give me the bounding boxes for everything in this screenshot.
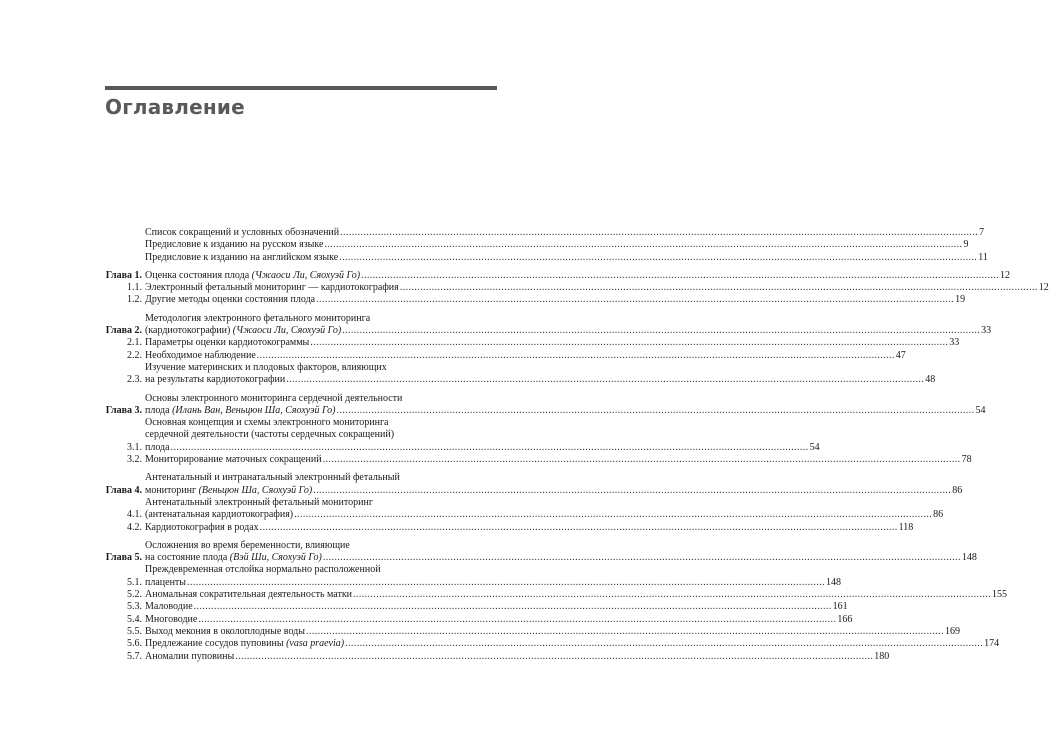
toc-entry-title: Аномалии пуповины (145, 650, 235, 662)
toc-entry-number: 3.2. (127, 454, 142, 466)
toc-entry-page: 33 (981, 325, 992, 337)
toc-entry-authors: (Чжаоси Ли, Сяохуэй Го) (232, 325, 342, 337)
toc-entry-number: 5.2. (127, 589, 142, 601)
toc-entry-last-line (145, 269, 1011, 282)
toc-entry-title: (антенатальная кардиотокография) (145, 509, 294, 521)
toc-section-entry (105, 417, 820, 454)
toc-entry-title: Предисловие к изданию на русском языке (145, 239, 324, 251)
toc-entry-number: 2.2. (127, 349, 142, 361)
toc-entry-authors: (Чжаоси Ли, Сяохуэй Го) (251, 269, 361, 281)
toc-entry-page: 47 (895, 349, 906, 361)
header-rule (105, 86, 497, 90)
toc-entry-body (145, 496, 944, 522)
toc-entry-title: мониторинг (145, 484, 197, 496)
toc-entry-line: Методология электронного фетального мониторинга (145, 312, 371, 324)
toc-entry-title: Мониторирование маточных сокращений (145, 454, 322, 466)
toc-entry-last-line (145, 601, 848, 613)
toc-section-entry (105, 454, 972, 466)
toc-entry-number: 3.1. (127, 441, 142, 453)
toc-entry-number: Глава 4. (105, 484, 142, 496)
toc-entry-number: 5.1. (127, 576, 142, 588)
toc-entry-line: Основная концепция и схемы электронного мониторинга (145, 417, 389, 429)
dot-leader: ............................................................................................................................................................................................................................ (235, 650, 874, 662)
toc-entry-page: 86 (933, 509, 944, 521)
dot-leader: ............................................................................................................................................................................................................................ (170, 441, 809, 453)
toc-entry-last-line (145, 552, 977, 564)
dot-leader: ............................................................................................................................................................................................................................ (353, 589, 992, 601)
toc-entry-body (145, 601, 848, 613)
dot-leader: ............................................................................................................................................................................................................................ (198, 613, 837, 625)
toc-entry-authors: (vasa praevia) (286, 638, 345, 650)
toc-entry-last-line (145, 404, 986, 417)
toc-entry-title: Электронный фетальный мониторинг — кардиотокография (145, 282, 399, 294)
toc-entry-title: плода (145, 404, 170, 416)
dot-leader: ............................................................................................................................................................................................................................ (361, 269, 1000, 281)
toc-entry-title: Предисловие к изданию на английском языке (145, 251, 339, 263)
toc-entry-title: Оценка состояния плода (145, 269, 250, 281)
toc-entry-body (145, 312, 992, 338)
toc-entry-number: Глава 2. (105, 325, 142, 337)
toc-section-entry (105, 625, 960, 638)
table-of-contents (105, 227, 1049, 663)
toc-entry-body (145, 269, 1011, 282)
toc-chapter-entry (105, 269, 1011, 282)
toc-entry-number: 5.7. (127, 650, 142, 662)
toc-section-entry (105, 337, 960, 349)
toc-entry-number: 4.2. (127, 521, 142, 533)
dot-leader: ............................................................................................................................................................................................................................ (322, 552, 961, 564)
toc-entry-body (145, 251, 988, 264)
toc-entry-body (145, 564, 842, 589)
toc-entry-last-line (145, 374, 936, 386)
toc-entry-authors: (Веньцюн Ша, Сяохуэй Го) (198, 484, 313, 496)
toc-entry-page: 169 (944, 625, 960, 637)
toc-entry-last-line (145, 589, 1008, 601)
toc-entry-number: 5.5. (127, 625, 142, 637)
toc-entry-page: 19 (955, 294, 966, 306)
toc-entry-number: 2.1. (127, 337, 142, 349)
toc-section-entry (105, 589, 1008, 601)
toc-entry-number: 5.4. (127, 613, 142, 625)
dot-leader: ............................................................................................................................................................................................................................ (322, 454, 961, 466)
toc-entry-number: 1.1. (127, 282, 142, 294)
toc-section-entry (105, 638, 1000, 650)
toc-section-entry (105, 521, 914, 534)
toc-entry-page: 174 (984, 638, 1000, 650)
toc-section-entry (105, 361, 936, 387)
dot-leader: ............................................................................................................................................................................................................................ (345, 638, 984, 650)
toc-entry-body (145, 539, 977, 565)
toc-section-entry (105, 294, 966, 306)
toc-entry-page: 166 (837, 613, 853, 625)
toc-entry-line: Изучение материнских и плодовых факторов, влияющих (145, 361, 387, 373)
toc-entry-page: 180 (874, 650, 890, 662)
dot-leader: ............................................................................................................................................................................................................................ (342, 325, 981, 337)
toc-entry-body (145, 454, 972, 466)
toc-entry-last-line (145, 638, 1000, 650)
toc-entry-last-line (145, 337, 960, 349)
toc-entry-last-line (145, 227, 985, 239)
toc-entry-last-line (145, 349, 906, 362)
dot-leader: ............................................................................................................................................................................................................................ (399, 282, 1038, 294)
toc-entry-last-line (145, 325, 992, 337)
dot-leader: ............................................................................................................................................................................................................................ (313, 484, 952, 496)
dot-leader: ............................................................................................................................................................................................................................ (340, 227, 979, 238)
toc-entry-body (145, 625, 960, 638)
toc-entry-last-line (145, 484, 963, 497)
toc-entry-body (145, 282, 1049, 294)
toc-entry-title: плода (145, 441, 170, 453)
toc-entry-page: 48 (925, 374, 936, 386)
toc-entry-last-line (145, 251, 988, 264)
toc-entry-line: Осложнения во время беременности, влияющие (145, 539, 350, 551)
toc-entry-body (145, 349, 906, 362)
toc-entry-last-line (145, 576, 842, 589)
dot-leader: ............................................................................................................................................................................................................................ (187, 576, 826, 588)
toc-entry-page: 78 (961, 454, 972, 466)
toc-entry-number: 5.3. (127, 601, 142, 613)
toc-entry-body (145, 239, 969, 251)
toc-entry-line: сердечной деятельности (частоты сердечных сокращений) (145, 429, 395, 441)
toc-front-entry (105, 251, 988, 264)
toc-section-entry (105, 564, 842, 589)
toc-entry-title: Многоводие (145, 613, 198, 625)
toc-entry-page: 12 (1000, 269, 1011, 281)
toc-section-entry (105, 496, 944, 522)
toc-entry-last-line (145, 650, 890, 663)
toc-entry-page: 54 (809, 441, 820, 453)
toc-entry-title: плаценты (145, 576, 187, 588)
toc-front-entry (105, 227, 985, 239)
toc-entry-body (145, 589, 1008, 601)
toc-entry-body (145, 417, 820, 454)
toc-entry-body (145, 337, 960, 349)
toc-entry-last-line (145, 294, 966, 306)
toc-section-entry (105, 650, 890, 663)
toc-entry-page: 148 (961, 552, 977, 564)
page-title: Оглавление (105, 95, 245, 119)
toc-entry-number: Глава 5. (105, 552, 142, 564)
toc-entry-last-line (145, 441, 820, 454)
toc-entry-last-line (145, 239, 969, 251)
toc-chapter-entry (105, 472, 963, 497)
toc-entry-page: 86 (952, 484, 963, 496)
dot-leader: ............................................................................................................................................................................................................................ (305, 625, 944, 637)
toc-entry-title: Аномальная сократительная деятельность матки (145, 589, 353, 601)
toc-entry-page: 9 (963, 239, 969, 251)
toc-entry-page: 7 (979, 227, 985, 238)
toc-chapter-entry (105, 539, 977, 565)
toc-entry-number: Глава 3. (105, 404, 142, 416)
toc-front-entry (105, 239, 969, 251)
toc-entry-title: Предлежание сосудов пуповины (145, 638, 284, 650)
toc-entry-line: Антенатальный и интранатальный электронный фетальный (145, 472, 400, 484)
toc-entry-body (145, 361, 936, 387)
toc-entry-body (145, 472, 963, 497)
toc-entry-authors: (Вэй Ши, Сяохуэй Го) (229, 552, 322, 564)
toc-entry-last-line (145, 625, 960, 638)
dot-leader: ............................................................................................................................................................................................................................ (286, 374, 925, 386)
toc-entry-page: 118 (898, 521, 914, 533)
toc-entry-page: 148 (826, 576, 842, 588)
toc-section-entry (105, 613, 853, 626)
toc-entry-title: Выход мекония в околоплодные воды (145, 625, 305, 637)
toc-entry-number: 4.1. (127, 509, 142, 521)
toc-entry-number: Глава 1. (105, 269, 142, 281)
dot-leader: ............................................................................................................................................................................................................................ (324, 239, 963, 251)
toc-section-entry (105, 282, 1049, 294)
toc-entry-title: Необходимое наблюдение (145, 349, 256, 361)
toc-entry-last-line (145, 613, 853, 626)
toc-entry-title: Другие методы оценки состояния плода (145, 294, 316, 306)
dot-leader: ............................................................................................................................................................................................................................ (193, 601, 832, 613)
toc-entry-body (145, 521, 914, 534)
dot-leader: ............................................................................................................................................................................................................................ (310, 337, 949, 349)
toc-entry-last-line (145, 282, 1049, 294)
toc-entry-body (145, 227, 985, 239)
toc-entry-body (145, 294, 966, 306)
toc-entry-number: 2.3. (127, 374, 142, 386)
dot-leader: ............................................................................................................................................................................................................................ (294, 509, 933, 521)
dot-leader: ............................................................................................................................................................................................................................ (339, 251, 978, 263)
toc-chapter-entry (105, 392, 986, 418)
toc-entry-last-line (145, 454, 972, 466)
dot-leader: ............................................................................................................................................................................................................................ (256, 349, 895, 361)
toc-entry-line: Основы электронного мониторинга сердечной деятельности (145, 392, 403, 404)
toc-section-entry (105, 349, 906, 362)
toc-entry-authors: (Илань Ван, Веньцюн Ша, Сяохуэй Го) (172, 404, 336, 416)
toc-entry-body (145, 650, 890, 663)
toc-entry-page: 11 (978, 251, 988, 263)
toc-entry-body (145, 613, 853, 626)
toc-entry-title: на результаты кардиотокографии (145, 374, 286, 386)
toc-entry-number: 5.6. (127, 638, 142, 650)
toc-entry-body (145, 392, 986, 418)
toc-entry-body (145, 638, 1000, 650)
toc-entry-title: (кардиотокографии) (145, 325, 231, 337)
toc-entry-title: Маловодие (145, 601, 193, 613)
toc-entry-line: Преждевременная отслойка нормально расположенной (145, 564, 381, 576)
toc-entry-last-line (145, 521, 914, 534)
toc-entry-page: 161 (832, 601, 848, 613)
toc-entry-last-line (145, 509, 944, 521)
toc-section-entry (105, 601, 848, 613)
toc-entry-title: на состояние плода (145, 552, 228, 564)
toc-entry-page: 12 (1038, 282, 1049, 294)
dot-leader: ............................................................................................................................................................................................................................ (336, 404, 975, 416)
toc-entry-page: 54 (975, 404, 986, 416)
dot-leader: ............................................................................................................................................................................................................................ (259, 521, 898, 533)
toc-entry-line: Антенатальный электронный фетальный мониторинг (145, 496, 373, 508)
toc-entry-number: 1.2. (127, 294, 142, 306)
dot-leader: ............................................................................................................................................................................................................................ (316, 294, 955, 306)
toc-entry-page: 33 (949, 337, 960, 349)
toc-chapter-entry (105, 312, 992, 338)
toc-entry-title: Список сокращений и условных обозначений (145, 227, 340, 238)
toc-entry-title: Кардиотокография в родах (145, 521, 259, 533)
toc-entry-title: Параметры оценки кардиотокограммы (145, 337, 310, 349)
toc-entry-page: 155 (992, 589, 1008, 601)
